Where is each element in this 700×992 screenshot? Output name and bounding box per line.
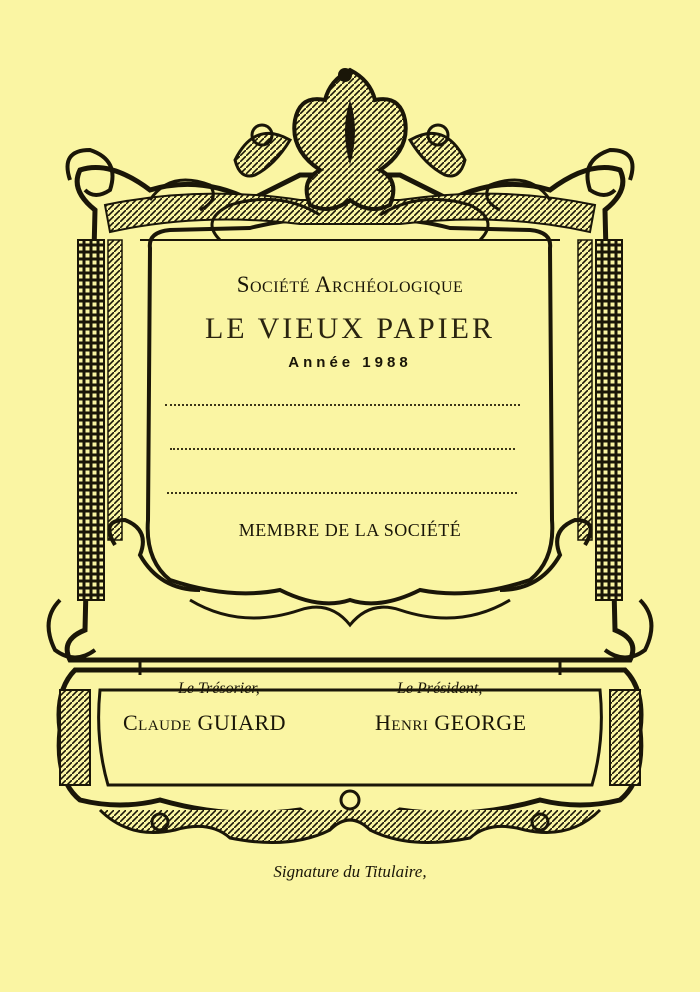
name-line-3	[167, 492, 517, 494]
society-name: Société Archéologique	[236, 272, 464, 297]
society-title: LE VIEUX PAPIER	[204, 312, 496, 345]
member-label: MEMBRE DE LA SOCIÉTÉ	[238, 520, 462, 540]
name-line-1	[165, 404, 520, 406]
treasurer-role: Le Trésorier,	[178, 680, 260, 697]
name-line-2	[170, 448, 515, 450]
president-role: Le Président,	[397, 680, 483, 697]
treasurer-name: Claude GUIARD	[123, 710, 287, 735]
signature-label: Signature du Titulaire,	[273, 862, 427, 881]
president-name: Henri GEORGE	[375, 710, 527, 735]
membership-year: Année 1988	[288, 354, 412, 371]
